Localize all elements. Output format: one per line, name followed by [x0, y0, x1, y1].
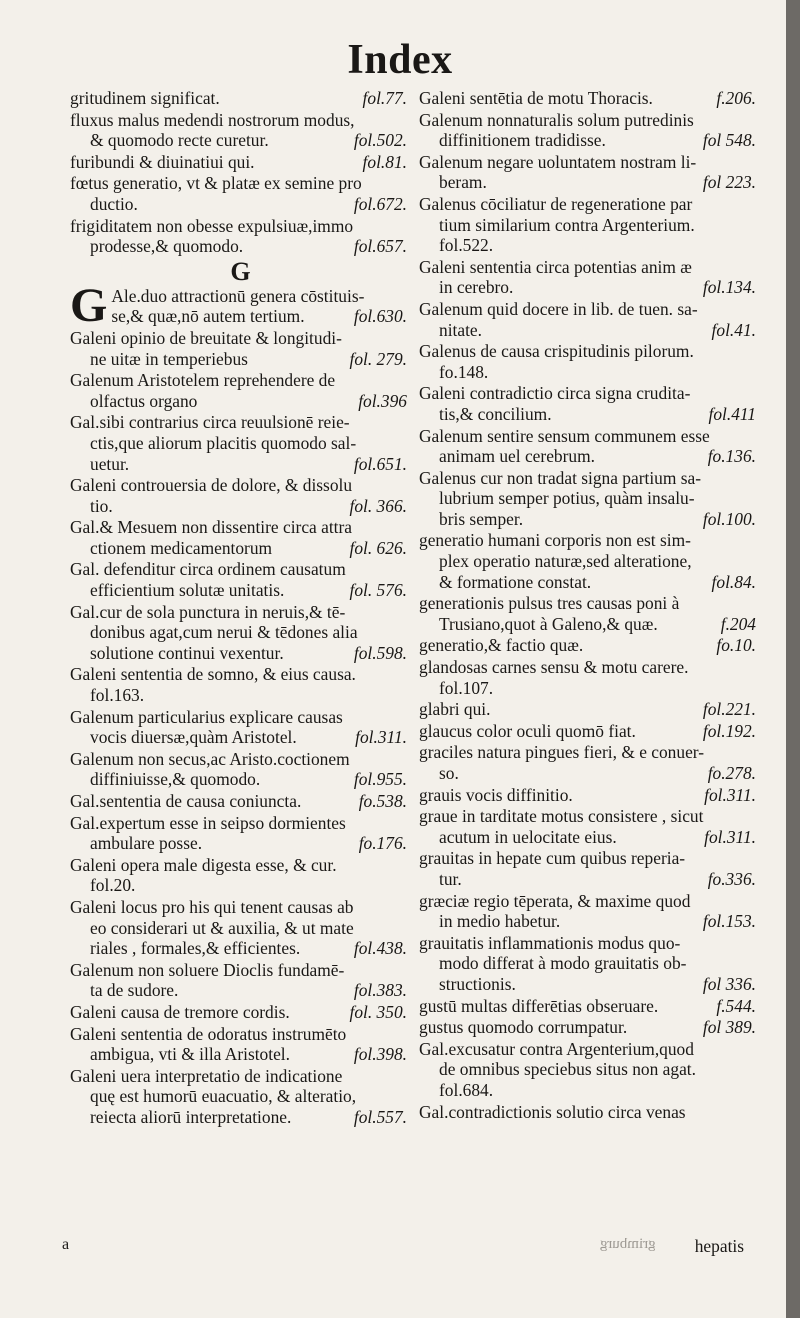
- entry-text-line: eo considerari ut & auxilia, & ut mate: [90, 917, 354, 938]
- index-entry: [419, 1017, 760, 1038]
- index-entry: [70, 278, 411, 332]
- entry-text-line: Galeni opinio de breuitate & longitudi-: [70, 327, 342, 348]
- signature-mark: a: [62, 1236, 70, 1253]
- entry-text-line: graciles natura pingues fieri, & e conuer-: [419, 742, 705, 763]
- entry-text-line: Gal.cur de sola punctura in neruis,& tē-: [70, 601, 346, 622]
- entry-text-line: generatio humani corporis non est sim-: [419, 530, 691, 551]
- entry-text-line: gustū multas differētias obseruare.: [419, 995, 659, 1016]
- left-column: [70, 88, 411, 1129]
- index-entry: [70, 897, 411, 959]
- entry-text-line: fol.107.: [439, 677, 494, 698]
- entry-text-line: Galeni sententia de odoratus instrumēto: [70, 1023, 347, 1044]
- entry-text-line: lubrium semper potius, quàm insalu-: [439, 488, 695, 509]
- index-entry: [70, 960, 411, 1001]
- entry-text-line: tis,& concilium.: [439, 403, 552, 424]
- entry-text-line: glandosas carnes sensu & motu carere.: [419, 657, 689, 678]
- entry-text-line: Gal.& Mesuem non dissentire circa attra: [70, 517, 353, 538]
- index-entry: [419, 426, 760, 467]
- folio-reference: fol.153.: [702, 911, 756, 932]
- index-entry: [70, 1066, 411, 1128]
- index-entry: [419, 383, 760, 424]
- index-entry: [70, 855, 411, 896]
- folio-reference: fol.630.: [353, 306, 407, 327]
- index-entry: [419, 848, 760, 889]
- entry-text-line: in cerebro.: [439, 277, 514, 298]
- index-entry: [419, 1102, 760, 1123]
- entry-text-line: Gal.excusatur contra Argenterium,quod: [419, 1038, 694, 1059]
- entry-text-line: Galeni opera male digesta esse, & cur.: [70, 854, 337, 875]
- entry-text-line: diffiniuisse,& quomodo.: [90, 769, 261, 790]
- entry-text-line: uetur.: [90, 453, 130, 474]
- index-entry: [419, 1039, 760, 1101]
- index-entry: [419, 699, 760, 720]
- index-entry: [419, 341, 760, 382]
- catchword: hepatis: [694, 1236, 744, 1256]
- entry-text-line: Trusiano,quot à Galeno,& quæ.: [439, 613, 658, 634]
- section-letter-heading: G: [230, 256, 251, 286]
- entry-text-line: fol.522.: [439, 235, 494, 256]
- folio-reference: fol.192.: [702, 720, 756, 741]
- entry-text-line: fol.20.: [90, 875, 136, 896]
- entry-text-line: & quomodo recte curetur.: [90, 130, 269, 151]
- entry-text-line: Galenum particularius explicare causas: [70, 706, 343, 727]
- folio-reference: fo.538.: [358, 791, 407, 811]
- index-entry: [70, 707, 411, 748]
- index-entry: [419, 593, 760, 634]
- entry-text-line: Ale.duo attractionū genera cōstituis-: [111, 285, 365, 306]
- entry-text-line: olfactus organo: [90, 390, 198, 411]
- folio-reference: fol 223.: [702, 172, 756, 193]
- index-entry: [419, 891, 760, 932]
- entry-text-line: Galenus cur non tradat signa partium sa-: [419, 467, 702, 488]
- entry-text-line: grauitas in hepate cum quibus reperia-: [419, 848, 686, 869]
- folio-reference: fol.657.: [353, 236, 407, 257]
- index-entry: [70, 602, 411, 664]
- right-column: [419, 88, 760, 1129]
- folio-reference: f.206.: [716, 88, 756, 108]
- page-edge: [786, 0, 800, 1318]
- entry-text-line: Galeni uera interpretatio de indicatione: [70, 1065, 343, 1086]
- entry-text-line: nitate.: [439, 319, 482, 340]
- entry-text-line: furibundi & diuinatiui qui.: [70, 151, 255, 172]
- index-entry: [70, 664, 411, 705]
- entry-text-line: Galeni controuersia de dolore, & dissolu: [70, 475, 353, 496]
- entry-text-line: reiecta aliorū interpretatione.: [90, 1106, 292, 1127]
- entry-text-line: quę est humorū euacuatio, & alteratio,: [90, 1086, 357, 1107]
- entry-text-line: Galeni sententia de somno, & eius causa.: [70, 664, 356, 685]
- folio-reference: fol.134.: [702, 277, 756, 298]
- folio-reference: fol.398.: [353, 1044, 407, 1065]
- folio-reference: fol.672.: [353, 193, 407, 214]
- entry-text-line: Galeni sententia circa potentias anim æ: [419, 256, 692, 277]
- entry-text-line: riales , formales,& efficientes.: [90, 938, 301, 959]
- entry-text-line: plex operatio naturæ,sed alteratione,: [439, 551, 692, 572]
- entry-text-line: glaucus color oculi quomō fiat.: [419, 720, 636, 741]
- entry-text-line: se,& quæ,nō autem tertium.: [111, 306, 305, 327]
- folio-reference: fol.383.: [353, 980, 407, 1001]
- entry-text-line: fol.163.: [90, 685, 145, 706]
- index-entry: [419, 110, 760, 151]
- entry-text-line: ambulare posse.: [90, 833, 203, 854]
- index-columns: [70, 88, 760, 1129]
- index-entry: [419, 299, 760, 340]
- folio-reference: fol.100.: [702, 508, 756, 529]
- entry-text-line: fluxus malus medendi nostrorum modus,: [70, 109, 355, 130]
- entry-text-line: solutione continui vexentur.: [90, 642, 284, 663]
- index-entry: [70, 328, 411, 369]
- folio-reference: fol 548.: [702, 130, 756, 151]
- entry-text-line: beram.: [439, 172, 487, 193]
- index-entry: [70, 173, 411, 214]
- drop-cap-letter: G: [70, 278, 108, 332]
- entry-text-line: Gal.sibi contrarius circa reuulsionē reie-: [70, 412, 350, 433]
- entry-text-line: structionis.: [439, 973, 516, 994]
- entry-text-line: grauitatis inflammationis modus quo-: [419, 932, 681, 953]
- folio-reference: fol.221.: [702, 699, 756, 720]
- folio-reference: fol.311.: [704, 826, 756, 847]
- index-entry: [70, 412, 411, 474]
- index-entry: [419, 257, 760, 298]
- index-entry: [70, 475, 411, 516]
- folio-reference: fol.502.: [353, 130, 407, 151]
- entry-text-line: tium similarium contra Argenterium.: [439, 214, 695, 235]
- entry-text-line: diffinitionem tradidisse.: [439, 130, 606, 151]
- folio-reference: fol.955.: [353, 769, 407, 790]
- index-entry: [70, 370, 411, 411]
- entry-text-line: grauis vocis diffinitio.: [419, 784, 573, 805]
- folio-reference: fol.438.: [353, 938, 407, 959]
- folio-reference: fol.311.: [355, 727, 407, 748]
- index-entry: [419, 468, 760, 530]
- entry-text-line: tur.: [439, 868, 462, 889]
- entry-text-line: Gal.contradictionis solutio circa venas: [419, 1101, 686, 1122]
- entry-text-line: Galenum non secus,ac Aristo.coctionem: [70, 748, 350, 769]
- index-entry: [70, 216, 411, 257]
- entry-text-line: & formatione constat.: [439, 571, 592, 592]
- entry-text-line: generationis pulsus tres causas poni à: [419, 593, 680, 614]
- entry-text-line: animam uel cerebrum.: [439, 446, 595, 467]
- folio-reference: fol.557.: [353, 1106, 407, 1127]
- entry-text-line: Galenus cōciliatur de regeneratione par: [419, 193, 693, 214]
- index-entry: [419, 996, 760, 1017]
- index-entry: [419, 88, 760, 109]
- index-entry: [70, 813, 411, 854]
- folio-reference: fo.136.: [707, 446, 756, 467]
- entry-text-line: Galenum quid docere in lib. de tuen. sa-: [419, 298, 698, 319]
- index-entry: [70, 1024, 411, 1065]
- folio-reference: fo.10.: [716, 635, 756, 656]
- entry-text-line: Gal.expertum esse in seipso dormientes: [70, 812, 346, 833]
- index-entry: [70, 1002, 411, 1023]
- index-entry: [419, 742, 760, 783]
- entry-text-line: ne uitæ in temperiebus: [90, 348, 248, 369]
- index-entry: [419, 530, 760, 592]
- index-entry: [70, 559, 411, 600]
- index-entry: [70, 88, 411, 109]
- entry-text-line: Galenum nonnaturalis solum putredinis: [419, 109, 694, 130]
- folio-reference: fol.411: [708, 403, 756, 424]
- entry-text-line: frigiditatem non obesse expulsiuæ,immo: [70, 215, 354, 236]
- folio-reference: fol. 626.: [349, 537, 407, 558]
- entry-text-line: Galeni locus pro his qui tenent causas ab: [70, 896, 354, 917]
- entry-text-line: Galeni sentētia de motu Thoracis.: [419, 88, 653, 108]
- entry-text-line: gritudinem significat.: [70, 88, 220, 108]
- entry-text-line: Gal.sententia de causa coniuncta.: [70, 791, 302, 811]
- folio-reference: fol.81.: [362, 151, 407, 172]
- entry-text-line: vocis diuersæ,quàm Aristotel.: [90, 727, 297, 748]
- entry-text-line: donibus agat,cum nerui & tēdones alia: [90, 622, 358, 643]
- entry-text-line: bris semper.: [439, 508, 524, 529]
- entry-text-line: modo differat à modo grauitatis ob-: [439, 953, 687, 974]
- folio-reference: f.204: [720, 613, 756, 634]
- index-entry: [70, 749, 411, 790]
- folio-reference: fol.84.: [711, 571, 756, 592]
- entry-text-line: Galenum sentire sensum communem esse: [419, 425, 710, 446]
- entry-text-line: de omnibus speciebus situs non agat.: [439, 1059, 696, 1080]
- entry-text-line: fol.684.: [439, 1079, 494, 1100]
- index-entry: [419, 721, 760, 742]
- entry-text-line: gustus quomodo corrumpatur.: [419, 1017, 628, 1038]
- entry-text-line: ductio.: [90, 193, 138, 214]
- entry-text-line: Gal. defenditur circa ordinem causatum: [70, 559, 346, 580]
- folio-reference: fol.77.: [362, 88, 407, 108]
- folio-reference: fol.41.: [711, 319, 756, 340]
- entry-text-line: glabri qui.: [419, 699, 491, 720]
- folio-reference: fol.651.: [353, 453, 407, 474]
- folio-reference: fol.311.: [704, 784, 756, 805]
- entry-text-line: tio.: [90, 495, 113, 516]
- index-entry: [419, 933, 760, 995]
- folio-reference: fo.336.: [707, 868, 756, 889]
- folio-reference: fol.396: [358, 390, 407, 411]
- bleed-through-text: grimburg: [600, 1236, 656, 1252]
- entry-text-line: Galenum non soluere Dioclis fundamē-: [70, 959, 345, 980]
- folio-reference: fol.598.: [353, 642, 407, 663]
- folio-reference: fo.176.: [358, 833, 407, 854]
- index-entry: [419, 152, 760, 193]
- entry-text-line: prodesse,& quomodo.: [90, 236, 244, 257]
- entry-text-line: ctis,que aliorum placitis quomodo sal-: [90, 432, 357, 453]
- index-entry: [70, 152, 411, 173]
- entry-text-line: in medio habetur.: [439, 911, 561, 932]
- index-entry: [70, 517, 411, 558]
- index-entry: [419, 785, 760, 806]
- folio-reference: fol. 279.: [349, 348, 407, 369]
- entry-text-line: efficientium solutæ unitatis.: [90, 580, 285, 601]
- entry-text-line: Galeni contradictio circa signa crudita-: [419, 383, 691, 404]
- index-entry: [419, 194, 760, 256]
- index-entry: [419, 806, 760, 847]
- folio-reference: fol 336.: [702, 973, 756, 994]
- entry-text-line: generatio,& factio quæ.: [419, 635, 584, 656]
- entry-text-line: so.: [439, 763, 459, 783]
- folio-reference: fol. 576.: [349, 580, 407, 601]
- entry-text-line: fœtus generatio, vt & platæ ex semine pro: [70, 173, 362, 194]
- index-entry: [70, 110, 411, 151]
- page-title: Index: [347, 37, 453, 83]
- index-entry: [70, 791, 411, 812]
- folio-reference: f.544.: [716, 995, 756, 1016]
- index-entry: [419, 657, 760, 698]
- entry-text-line: graue in tarditate motus consistere , sicut: [419, 806, 704, 827]
- folio-reference: fo.278.: [707, 763, 756, 783]
- entry-text-line: fo.148.: [439, 361, 489, 382]
- folio-reference: fol. 366.: [349, 495, 407, 516]
- index-entry: [419, 635, 760, 656]
- entry-text-line: græciæ regio tēperata, & maxime quod: [419, 890, 691, 911]
- folio-reference: fol 389.: [702, 1017, 756, 1038]
- entry-text-line: ambigua, vti & illa Aristotel.: [90, 1044, 290, 1065]
- entry-text-line: acutum in uelocitate eius.: [439, 826, 617, 847]
- entry-text-line: ctionem medicamentorum: [90, 537, 273, 558]
- entry-text-line: Galeni causa de tremore cordis.: [70, 1001, 290, 1022]
- entry-text-line: Galenus de causa crispitudinis pilorum.: [419, 341, 694, 362]
- folio-reference: fol. 350.: [349, 1001, 407, 1022]
- entry-text-line: Galenum Aristotelem reprehendere de: [70, 370, 336, 391]
- entry-text-line: Galenum negare uoluntatem nostram li-: [419, 151, 697, 172]
- entry-text-line: ta de sudore.: [90, 980, 179, 1001]
